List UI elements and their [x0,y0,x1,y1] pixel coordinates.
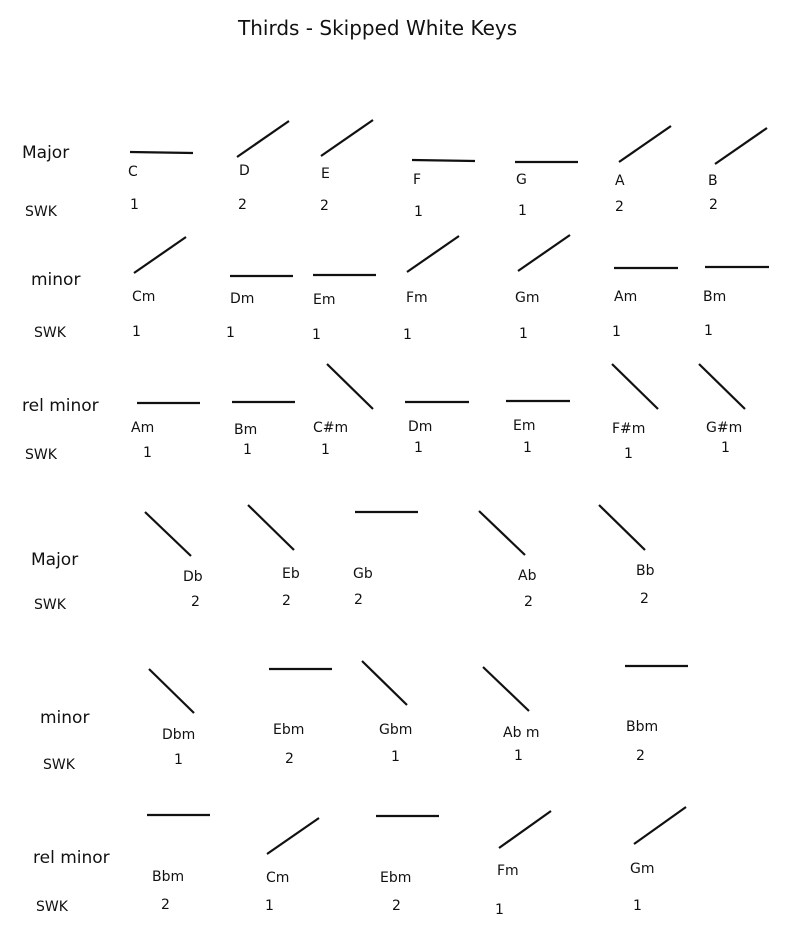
chord-name: G#m [706,420,743,436]
swk-value: 1 [514,748,523,764]
swk-value: 1 [495,902,504,918]
row-label: Major [22,143,70,163]
swk-value: 2 [640,591,649,607]
row-label: Major [31,550,79,570]
swk-value: 1 [226,325,235,341]
swk-value: 2 [392,898,401,914]
chord-name: Gm [515,290,540,306]
interval-line-down [612,364,658,409]
interval-line-down [483,667,529,711]
interval-line-down [248,505,294,550]
swk-value: 1 [624,446,633,462]
swk-value: 1 [132,324,141,340]
interval-line-down [362,661,407,705]
swk-value: 1 [523,440,532,456]
swk-value: 2 [238,197,247,213]
chord-name: D [239,163,250,179]
chord-name: Ab m [503,725,540,741]
swk-value: 1 [174,752,183,768]
diagram-title: Thirds - Skipped White Keys [238,16,518,40]
interval-line-up [407,236,459,272]
chord-name: B [708,173,718,189]
chord-name: Dm [230,291,255,307]
interval-line-down [479,511,525,555]
chord-name: Ab [518,568,537,584]
row-label: minor [40,708,90,728]
interval-line-up [499,811,551,848]
swk-value: 2 [709,197,718,213]
row-label: minor [31,270,81,290]
swk-value: 1 [518,203,527,219]
chord-name: Bbm [626,719,659,735]
swk-label: SWK [34,325,66,341]
row-label: rel minor [33,848,110,868]
swk-value: 1 [403,327,412,343]
swk-value: 2 [524,594,533,610]
swk-value: 1 [633,898,642,914]
swk-value: 1 [130,197,139,213]
chord-name: Ebm [273,722,305,738]
interval-line-up [237,121,289,157]
chord-name: Bb [636,563,655,579]
swk-value: 1 [414,440,423,456]
swk-value: 1 [414,204,423,220]
swk-value: 2 [191,594,200,610]
interval-line-down [699,364,745,409]
chord-name: Ebm [380,870,412,886]
chord-name: F#m [612,421,646,437]
swk-value: 2 [161,897,170,913]
chord-name: Gb [353,566,373,582]
swk-value: 2 [354,592,363,608]
swk-value: 2 [282,593,291,609]
chord-name: G [516,172,527,188]
swk-label: SWK [25,447,57,463]
swk-value: 2 [285,751,294,767]
interval-line-up [267,818,319,854]
swk-value: 1 [265,898,274,914]
chord-name: Dm [408,419,433,435]
chord-name: C [128,164,138,180]
swk-label: SWK [43,757,75,773]
chord-name: Db [183,569,203,585]
swk-value: 2 [615,199,624,215]
chord-name: Dbm [162,727,196,743]
swk-value: 1 [143,445,152,461]
swk-label: SWK [36,899,68,915]
chord-name: Am [614,289,638,305]
interval-line-up [321,120,373,156]
swk-label: SWK [34,597,66,613]
chord-name: Em [313,292,336,308]
chord-name: Gbm [379,722,413,738]
interval-line-up [134,237,186,273]
chord-name: Em [513,418,536,434]
chord-name: Cm [266,870,290,886]
chord-name: Am [131,420,155,436]
swk-value: 1 [612,324,621,340]
swk-value: 2 [636,748,645,764]
chord-name: C#m [313,420,349,436]
chord-name: Fm [406,290,428,306]
swk-value: 1 [721,440,730,456]
chord-name: F [413,172,422,188]
interval-line-up [715,128,767,164]
chord-name: Fm [497,863,519,879]
chord-name: E [321,166,330,182]
interval-line-flat [130,152,193,153]
chord-name: Eb [282,566,300,582]
chord-name: Gm [630,861,655,877]
swk-value: 1 [391,749,400,765]
swk-value: 1 [519,326,528,342]
swk-value: 1 [321,442,330,458]
interval-line-up [518,235,570,271]
swk-label: SWK [25,204,57,220]
chord-name: Bbm [152,869,185,885]
interval-line-down [599,505,645,550]
chord-name: A [615,173,625,189]
row-label: rel minor [22,396,99,416]
interval-line-up [619,126,671,162]
chord-name: Bm [234,422,258,438]
swk-value: 1 [312,327,321,343]
interval-line-down [327,364,373,409]
swk-value: 1 [704,323,713,339]
swk-value: 2 [320,198,329,214]
interval-line-down [145,512,191,556]
interval-line-flat [412,160,475,161]
swk-value: 1 [243,442,252,458]
chord-name: Cm [132,289,156,305]
interval-line-up [634,807,686,844]
interval-line-down [149,669,194,713]
chord-name: Bm [703,289,727,305]
